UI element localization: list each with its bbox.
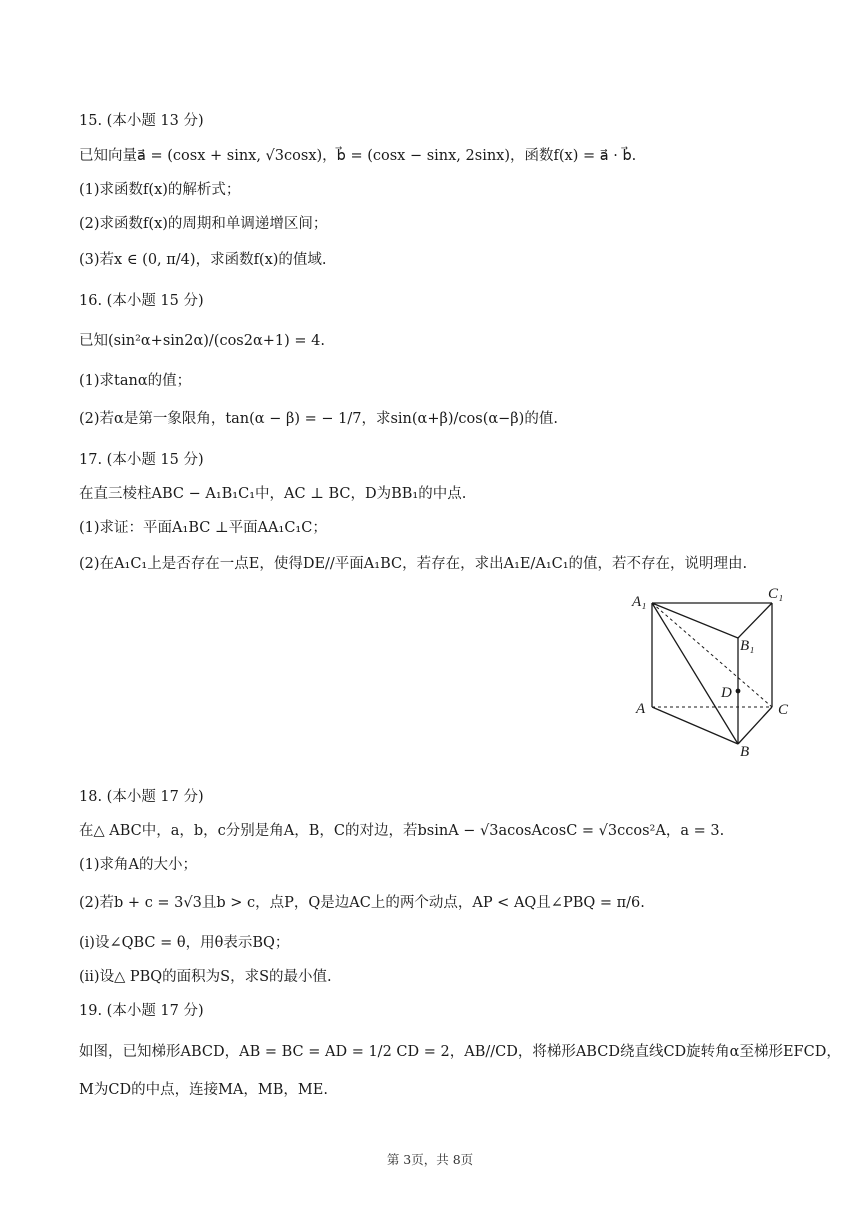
page-footer: 第 3页，共 8页 [386, 1152, 474, 1167]
point-d [736, 689, 741, 694]
prism-figure [628, 586, 798, 758]
label-a1: A₁ [632, 594, 647, 610]
problem-17-statement: 在直三棱柱ABC − A₁B₁C₁中，AC ⊥ BC，D为BB₁的中点. [79, 486, 467, 502]
problem-18-part-2: (2)若b + c = 3√3且b > c，点P，Q是边AC上的两个动点，AP < AQ且∠PBQ = π/6. [79, 895, 645, 911]
problem-19-statement: 如图，已知梯形ABCD，AB = BC = AD = 1/2 CD = 2，AB//CD，将梯形ABCD绕直线CD旋转角α至梯形EFCD， [79, 1044, 841, 1060]
label-c: C [778, 702, 789, 718]
triangular-prism-diagram [628, 586, 798, 758]
edge-bc [738, 707, 772, 744]
problem-16-part-2: (2)若α是第一象限角，tan(α − β) = − 1/7，求sin(α+β)/cos(α−β)的值. [79, 411, 558, 427]
edge-b1c1 [738, 603, 772, 638]
label-b1: B₁ [740, 638, 755, 654]
problem-15-part-1: (1)求函数f(x)的解析式； [79, 182, 241, 198]
problem-18-part-2-ii: (ii)设△ PBQ的面积为S，求S的最小值. [79, 969, 332, 985]
problem-15-statement: 已知向量a⃗ = (cosx + sinx, √3cosx)，b⃗ = (cosx − sinx, 2sinx)，函数f(x) = a⃗ · b⃗. [79, 148, 637, 164]
problem-17-part-1: (1)求证：平面A₁BC ⊥平面AA₁C₁C； [79, 520, 327, 536]
edge-a1b1 [652, 603, 738, 638]
segment-a1b [652, 603, 738, 744]
problem-18-part-1: (1)求角A的大小； [79, 857, 198, 873]
label-a: A [636, 701, 646, 717]
problem-15-part-2: (2)求函数f(x)的周期和单调递增区间； [79, 216, 328, 232]
problem-15-part-3: (3)若x ∈ (0, π/4)，求函数f(x)的值域. [79, 252, 327, 268]
hidden-segment-a1c [652, 603, 772, 707]
problem-16-part-1: (1)求tanα的值； [79, 373, 192, 389]
problem-17-part-2: (2)在A₁C₁上是否存在一点E，使得DE//平面A₁BC，若存在，求出A₁E/A₁C₁的值，若不存在，说明理由. [79, 556, 748, 572]
label-b: B [740, 744, 750, 760]
label-d: D [721, 685, 732, 701]
problem-19-statement-cont: M为CD的中点，连接MA，MB，ME. [79, 1082, 328, 1098]
problem-17-heading: 17. (本小题 15 分) [79, 452, 204, 468]
problem-18-heading: 18. (本小题 17 分) [79, 789, 204, 805]
edge-ab [652, 707, 738, 744]
problem-18-statement: 在△ ABC中，a，b，c分别是角A，B，C的对边，若bsinA − √3acosAcosC = √3ccos²A，a = 3. [79, 823, 725, 839]
label-c1: C₁ [768, 586, 784, 602]
problem-18-part-2-i: (i)设∠QBC = θ，用θ表示BQ； [79, 935, 290, 951]
problem-16-statement: 已知(sin²α+sin2α)/(cos2α+1) = 4. [79, 333, 326, 349]
problem-15-heading: 15. (本小题 13 分) [79, 113, 204, 129]
problem-16-heading: 16. (本小题 15 分) [79, 293, 204, 309]
problem-19-heading: 19. (本小题 17 分) [79, 1003, 204, 1019]
